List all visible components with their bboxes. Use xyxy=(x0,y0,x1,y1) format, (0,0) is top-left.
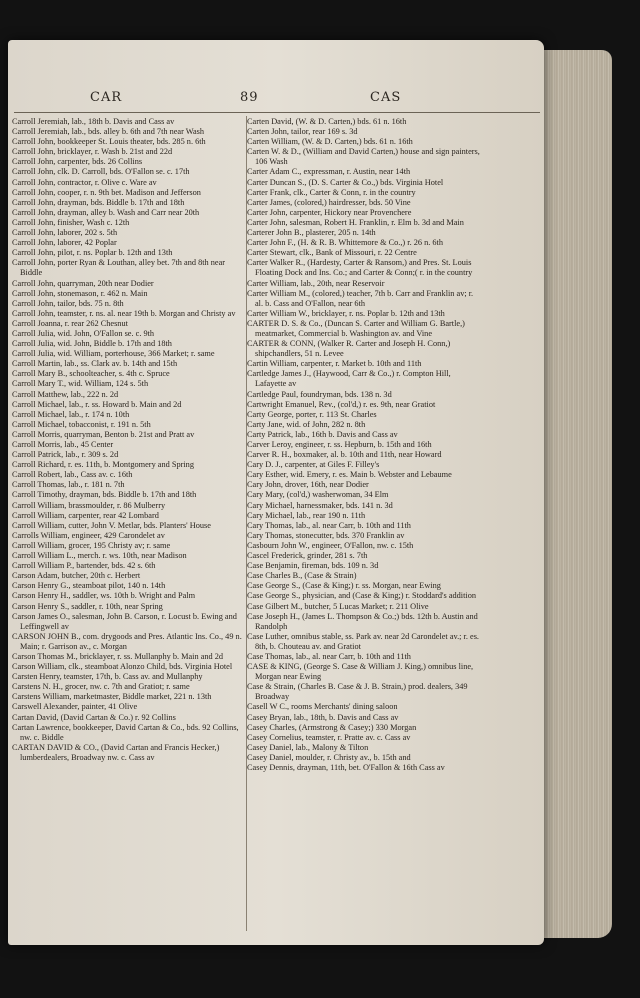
directory-entry: Carroll John, laborer, 202 s. 5th xyxy=(12,228,118,238)
directory-entry: Carson William, clk., steamboat Alonzo Child, bds. Virginia Hotel xyxy=(12,662,233,672)
directory-entry: Cary Michael, lab., rear 190 n. 11th xyxy=(247,510,366,520)
directory-entry: CARTER D. S. & Co., (Duncan S. Carter and William G. Bartle,) meatmarket, Commercial b. Washington av. and Vine xyxy=(247,318,465,338)
directory-entry: Carroll John, tailor, bds. 75 n. 8th xyxy=(12,298,124,308)
directory-entry: CARTAN DAVID & CO., (David Cartan and Francis Hecker,) lumberdealers, Broadway nw. c. Cass av xyxy=(12,742,220,762)
directory-entry: Cary Thomas, lab., al. near Carr, b. 10th and 11th xyxy=(247,520,411,530)
directory-entry: Carroll John, porter Ryan & Louthan, alley bet. 7th and 8th near Biddle xyxy=(12,258,226,278)
directory-entry: Carroll John, bookkeeper St. Louis theater, bds. 285 n. 6th xyxy=(12,137,206,147)
directory-entry: Carter James, (colored,) hairdresser, bds. 50 Vine xyxy=(247,197,411,207)
directory-entry: Carroll John, pilot, r. ns. Poplar b. 12th and 13th xyxy=(12,248,173,258)
directory-entry: Carswell Alexander, painter, 41 Olive xyxy=(12,702,138,712)
directory-entry: Carroll Robert, lab., Cass av. c. 16th xyxy=(12,470,133,480)
directory-entry: Carroll Michael, tobacconist, r. 191 n. 5th xyxy=(12,419,151,429)
directory-entry: Case Thomas, lab., al. near Carr, b. 10th and 11th xyxy=(247,651,411,661)
directory-entry: Carroll William, grocer, 195 Christy av; r. same xyxy=(12,540,171,550)
directory-entry: CARSON JOHN B., com. drygoods and Pres. Atlantic Ins. Co., 49 n. Main; r. Garrison av., c. Morgan xyxy=(12,631,242,651)
directory-entry: Carroll William, carpenter, rear 42 Lombard xyxy=(12,510,159,520)
directory-entry: Carroll Matthew, lab., 222 n. 2d xyxy=(12,389,119,399)
directory-entry: Casey Dennis, drayman, 11th, bet. O'Fallon & 16th Cass av xyxy=(247,763,445,772)
directory-entry: Carter Adam C., expressman, r. Austin, near 14th xyxy=(247,167,411,177)
directory-entry: Carroll John, cooper, r. n. 9th bet. Madison and Jefferson xyxy=(12,187,201,197)
directory-entry: Casey Bryan, lab., 18th, b. Davis and Cass av xyxy=(247,712,399,722)
directory-entry: Case & Strain, (Charles B. Case & J. B. Strain,) prod. dealers, 349 Broadway xyxy=(247,682,468,702)
directory-entry: Carter Stewart, clk., Bank of Missouri, r. 22 Centre xyxy=(247,248,417,258)
directory-entry: Cary Esther, wid. Emery, r. es. Main b. Webster and Lebaume xyxy=(247,470,452,480)
directory-entry: Carroll Mary T., wid. William, 124 s. 5th xyxy=(12,379,149,389)
header-rule xyxy=(14,112,540,113)
directory-entry: Cartan Lawrence, bookkeeper, David Cartan & Co., bds. 92 Collins, nw. c. Biddle xyxy=(12,722,239,742)
right-column xyxy=(247,117,483,773)
directory-entry: Cary Mary, (col'd,) washerwoman, 34 Elm xyxy=(247,490,389,500)
directory-entry: Carroll William P., bartender, bds. 42 s. 6th xyxy=(12,561,156,571)
directory-entry: Carter William, lab., 20th, near Reservoir xyxy=(247,278,385,288)
directory-entry: Cartin William, carpenter, r. Market b. 10th and 11th xyxy=(247,359,422,369)
directory-entry: Carroll John, clk. D. Carroll, bds. O'Fallon se. c. 17th xyxy=(12,167,190,177)
directory-entry: Carroll Patrick, lab., r. 309 s. 2d xyxy=(12,450,119,460)
directory-entry: Case George S., physician, and (Case & King;) r. Stoddard's addition xyxy=(247,591,477,601)
directory-entry: Carten William, (W. & D. Carten,) bds. 61 n. 16th xyxy=(247,137,413,147)
directory-entry: Carsten Henry, teamster, 17th, b. Cass av. and Mullanphy xyxy=(12,672,203,682)
directory-entry: Case Gilbert M., butcher, 5 Lucas Market; r. 211 Olive xyxy=(247,601,429,611)
directory-entry: Carson Henry G., steamboat pilot, 140 n. 14th xyxy=(12,581,166,591)
directory-entry: Carroll John, stonemason, r. 462 n. Main xyxy=(12,288,148,298)
header-left-keyword: CAR xyxy=(90,90,123,105)
page-edges xyxy=(540,50,612,938)
directory-entry: Carten David, (W. & D. Carten,) bds. 61 n. 16th xyxy=(247,117,407,126)
directory-entry: Carterer John B., plasterer, 205 n. 14th xyxy=(247,228,376,238)
directory-entry: Carson Adam, butcher, 20th c. Herbert xyxy=(12,571,141,581)
directory-entry: Carroll Morris, quarryman, Benton b. 21st and Pratt av xyxy=(12,429,195,439)
directory-entry: Carroll Julia, wid. John, O'Fallon se. c. 9th xyxy=(12,328,155,338)
directory-entry: Carty Jane, wid. of John, 282 n. 8th xyxy=(247,419,366,429)
directory-entry: Case Charles B., (Case & Strain) xyxy=(247,571,357,581)
left-column xyxy=(12,117,246,763)
directory-entry: Carroll William L., merch. r. ws. 10th, near Madison xyxy=(12,551,187,561)
directory-entry: Carver R. H., boxmaker, al. b. 10th and 11th, near Howard xyxy=(247,450,442,460)
directory-entry: Carroll John, carpenter, bds. 26 Collins xyxy=(12,157,143,167)
directory-entry: Carter Duncan S., (D. S. Carter & Co.,) bds. Virginia Hotel xyxy=(247,177,444,187)
directory-entry: Cartledge James J., (Haywood, Carr & Co.,) r. Compton Hill, Lafayette av xyxy=(247,369,451,389)
directory-entry: Carson James O., salesman, John B. Carson, r. Locust b. Ewing and Leffingwell av xyxy=(12,611,237,631)
directory-entry: Carroll Julia, wid. William, porterhouse, 366 Market; r. same xyxy=(12,349,215,359)
directory-entry: Carter John F., (H. & R. B. Whittemore & Co.,) r. 26 n. 6th xyxy=(247,238,443,248)
directory-page xyxy=(8,40,544,945)
directory-entry: Carver Leroy, engineer, r. ss. Hepburn, b. 15th and 16th xyxy=(247,440,432,449)
directory-entry: Casbourn John W., engineer, O'Fallon, nw. c. 15th xyxy=(247,540,414,550)
directory-entry: Carroll Richard, r. es. 11th, b. Montgomery and Spring xyxy=(12,460,194,470)
directory-entry: Casell W C., rooms Merchants' dining saloon xyxy=(247,702,398,712)
directory-entry: Carroll William, cutter, John V. Metlar, bds. Planters' House xyxy=(12,520,211,530)
directory-entry: Carroll Jeremiah, lab., 18th b. Davis and Cass av xyxy=(12,117,175,126)
directory-entry: Carroll John, bricklayer, r. Wash b. 21st and 22d xyxy=(12,147,173,157)
directory-entry: Carstens William, marketmaster, Biddle market, 221 n. 13th xyxy=(12,692,212,702)
directory-entry: Carroll Timothy, drayman, bds. Biddle b. 17th and 18th xyxy=(12,490,197,500)
directory-entry: Cary Thomas, stonecutter, bds. 370 Franklin av xyxy=(247,530,405,540)
directory-entry: Case Benjamin, fireman, bds. 109 n. 3d xyxy=(247,561,379,571)
directory-entry: Carty Patrick, lab., 16th b. Davis and Cass av xyxy=(247,429,398,439)
directory-entry: Carrolls William, engineer, 429 Carondelet av xyxy=(12,530,165,540)
directory-entry: Cartledge Paul, foundryman, bds. 138 n. 3d xyxy=(247,389,392,399)
directory-entry: Carroll Joanna, r. rear 262 Chesnut xyxy=(12,318,128,328)
directory-entry: Carter Walker R., (Hardesty, Carter & Ransom,) and Pres. St. Louis Floating Dock and Ins. Co.; and Carter & Conn;( r. in the country xyxy=(247,258,473,278)
directory-entry: Carroll John, contractor, r. Olive c. Ware av xyxy=(12,177,157,187)
directory-entry: Carter Frank, clk., Carter & Conn, r. in the country xyxy=(247,187,416,197)
directory-entry: Carroll Martin, lab., ss. Clark av. b. 14th and 15th xyxy=(12,359,178,369)
directory-entry: Carty George, porter, r. 113 St. Charles xyxy=(247,409,377,419)
directory-entry: Carson Henry S., saddler, r. 10th, near Spring xyxy=(12,601,163,611)
directory-entry: Carroll Mary B., schoolteacher, s. 4th c. Spruce xyxy=(12,369,170,379)
directory-entry: Cary Michael, harnessmaker, bds. 141 n. 3d xyxy=(247,500,393,510)
directory-entry: Carroll William, brassmoulder, r. 86 Mulberry xyxy=(12,500,166,510)
directory-entry: Cary D. J., carpenter, at Giles F. Filley's xyxy=(247,460,380,470)
directory-entry: Carson Thomas M., bricklayer, r. ss. Mullanphy b. Main and 2d xyxy=(12,651,224,661)
directory-entry: Carroll Julia, wid. John, Biddle b. 17th and 18th xyxy=(12,339,172,349)
directory-entry: Carstens N. H., grocer, nw. c. 7th and Gratiot; r. same xyxy=(12,682,190,692)
directory-entry: CASE & KING, (George S. Case & William J. King,) omnibus line, Morgan near Ewing xyxy=(247,662,474,682)
directory-entry: Casey Daniel, moulder, r. Christy av., b. 15th and xyxy=(247,752,411,762)
directory-entry: Carter John, carpenter, Hickory near Provenchere xyxy=(247,207,412,217)
directory-entry: Carroll Morris, lab., 45 Center xyxy=(12,440,114,449)
directory-entry: Carroll John, finisher, Wash c. 12th xyxy=(12,217,130,227)
directory-entry: Carroll John, laborer, 42 Poplar xyxy=(12,238,117,248)
directory-entry: Cary John, drover, 16th, near Dodier xyxy=(247,480,369,490)
directory-entry: Case George S., (Case & King;) r. ss. Morgan, near Ewing xyxy=(247,581,441,591)
directory-entry: Carroll Jeremiah, lab., bds. alley b. 6th and 7th near Wash xyxy=(12,127,205,137)
directory-entry: Casey Daniel, lab., Malony & Tilton xyxy=(247,742,369,752)
header-right-keyword: CAS xyxy=(370,90,402,105)
directory-entry: Carter William M., (colored,) teacher, 7th b. Carr and Franklin av; r. al. b. Cass and O'Fallon, near 6th xyxy=(247,288,474,308)
directory-entry: Cartwright Emanuel, Rev., (col'd,) r. es. 9th, near Gratiot xyxy=(247,399,436,409)
directory-entry: Carroll John, teamster, r. ns. al. near 19th b. Morgan and Christy av xyxy=(12,308,236,318)
directory-entry: Carter William W., bricklayer, r. ns. Poplar b. 12th and 13th xyxy=(247,308,445,318)
directory-entry: Cascel Frederick, grinder, 281 s. 7th xyxy=(247,551,368,561)
directory-entry: Carten W. & D., (William and David Carten,) house and sign painters, 106 Wash xyxy=(247,147,480,167)
directory-entry: Case Joseph H., (James L. Thompson & Co.;) bds. 12th b. Austin and Randolph xyxy=(247,611,478,631)
directory-entry: Casey Charles, (Armstrong & Casey;) 330 Morgan xyxy=(247,722,417,732)
directory-entry: Cartan David, (David Cartan & Co.) r. 92 Collins xyxy=(12,712,176,722)
directory-entry: Carten John, tailor, rear 169 s. 3d xyxy=(247,127,358,137)
directory-entry: Carroll Thomas, lab., r. 181 n. 7th xyxy=(12,480,125,490)
directory-entry: Carter John, salesman, Robert H. Franklin, r. Elm b. 3d and Main xyxy=(247,217,464,227)
directory-entry: Carroll Michael, lab., r. 174 n. 10th xyxy=(12,409,130,419)
directory-entry: CARTER & CONN, (Walker R. Carter and Joseph H. Conn,) shipchandlers, 51 n. Levee xyxy=(247,339,451,359)
directory-entry: Case Luther, omnibus stable, ss. Park av. near 2d Carondelet av.; r. es. 8th, b. Chouteau av. and Gratiot xyxy=(247,631,480,651)
directory-entry: Casey Cornelius, teamster, r. Pratte av. c. Cass av xyxy=(247,732,411,742)
directory-entry: Carson Henry H., saddler, ws. 10th b. Wright and Palm xyxy=(12,591,196,601)
directory-entry: Carroll John, quarryman, 20th near Dodier xyxy=(12,278,154,288)
directory-entry: Carroll Michael, lab., r. ss. Howard b. Main and 2d xyxy=(12,399,182,409)
page-header xyxy=(8,90,544,110)
page-number: 89 xyxy=(240,90,259,105)
directory-entry: Carroll John, drayman, bds. Biddle b. 17th and 18th xyxy=(12,197,185,207)
directory-entry: Carroll John, drayman, alley b. Wash and Carr near 20th xyxy=(12,207,200,217)
